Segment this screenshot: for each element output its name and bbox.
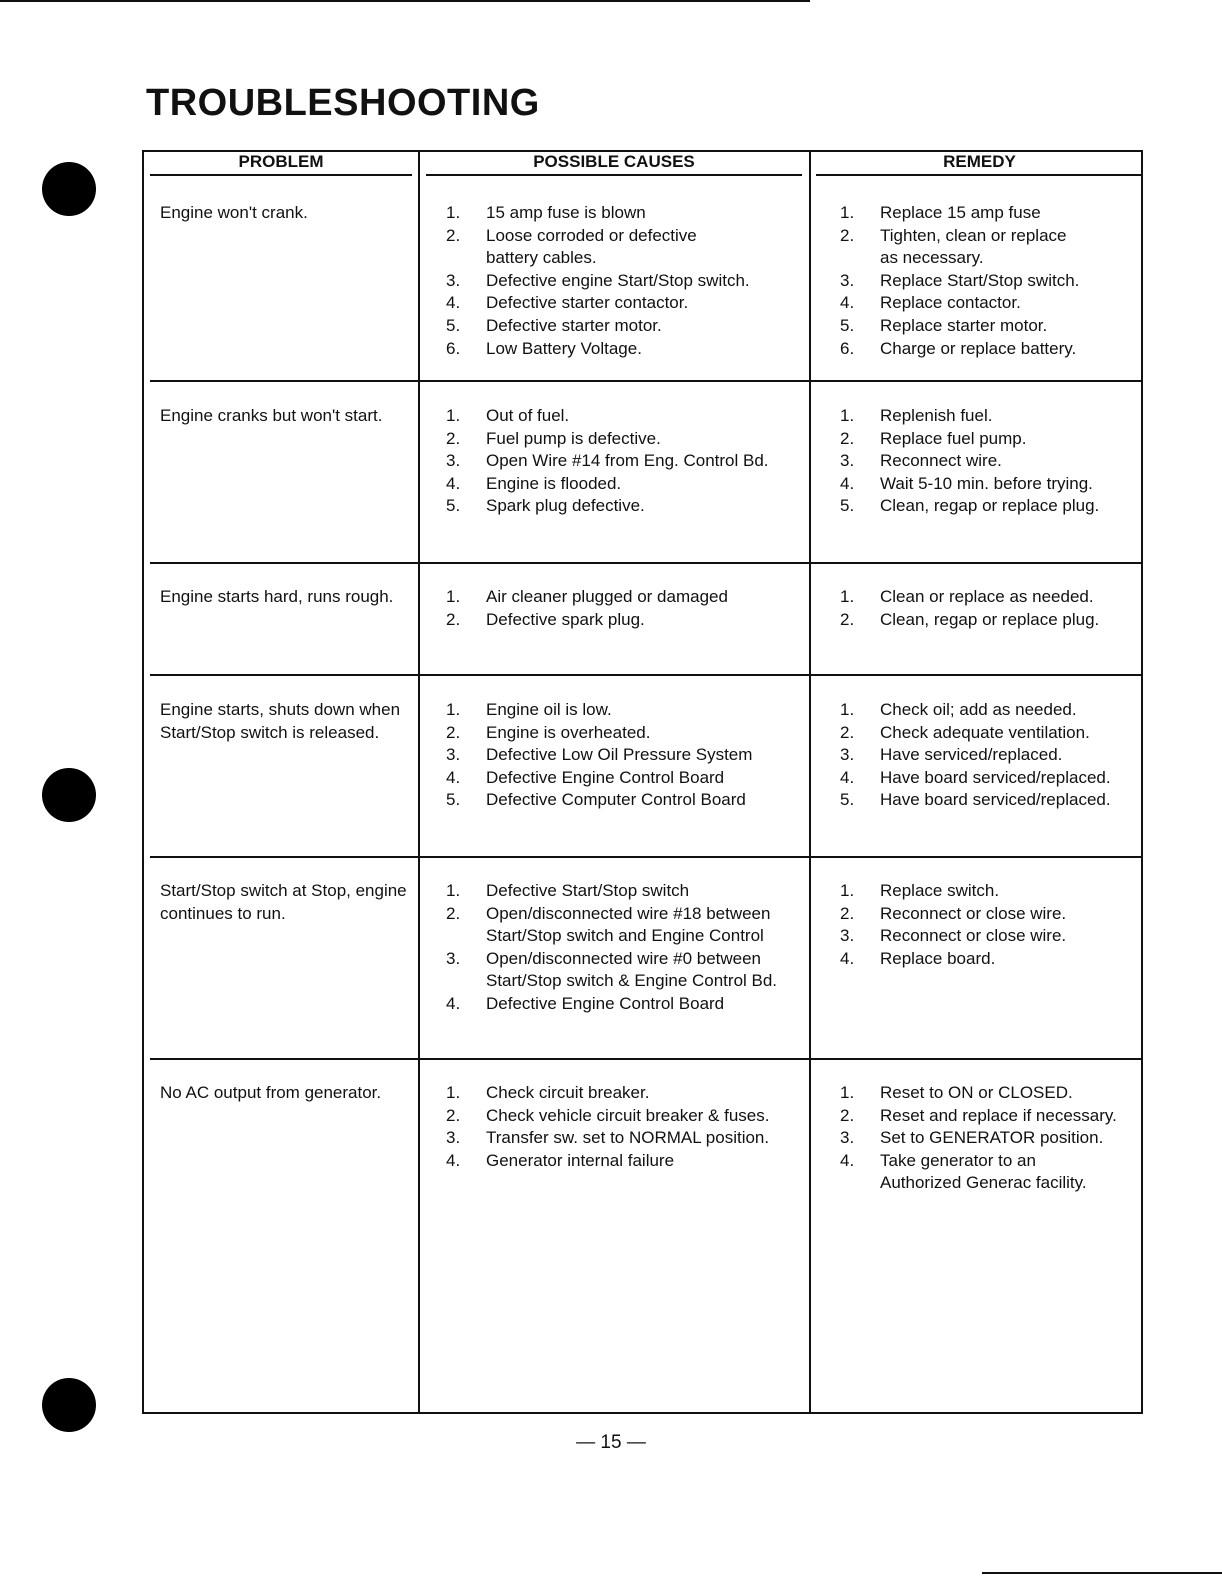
cause-text: Generator internal failure xyxy=(486,1150,675,1170)
header-remedy: REMEDY xyxy=(816,152,1143,176)
cause-item xyxy=(446,292,826,315)
cause-number: 1. xyxy=(446,700,461,719)
cause-item xyxy=(446,880,826,903)
cause-list xyxy=(446,405,826,518)
cause-number: 4. xyxy=(446,473,461,493)
remedy-number: 1. xyxy=(840,700,855,719)
remedy-item xyxy=(840,225,1140,270)
cause-text: Defective engine Start/Stop switch. xyxy=(486,270,750,290)
remedy-number: 1. xyxy=(840,203,855,222)
cause-number: 3. xyxy=(446,451,461,471)
remedy-item xyxy=(840,1127,1140,1150)
cause-item xyxy=(446,744,826,767)
row-divider xyxy=(150,1058,1141,1060)
page-title: TROUBLESHOOTING xyxy=(146,82,540,124)
row-divider xyxy=(150,380,1141,382)
remedy-text: Clean, regap or replace plug. xyxy=(880,609,1100,629)
cause-list xyxy=(446,1082,826,1172)
remedy-number: 3. xyxy=(840,745,855,765)
cause-text: Defective Start/Stop switch xyxy=(486,881,690,900)
cause-text: Fuel pump is defective. xyxy=(486,428,661,448)
cause-item xyxy=(446,315,826,338)
cause-item xyxy=(446,495,826,518)
remedy-number: 3. xyxy=(840,451,855,471)
row-divider xyxy=(150,856,1141,858)
cause-text: Engine is overheated. xyxy=(486,722,651,742)
remedy-text: Replace Start/Stop switch. xyxy=(880,270,1080,290)
remedy-number: 4. xyxy=(840,1150,855,1170)
cause-text: Defective Computer Control Board xyxy=(486,790,746,810)
remedy-item xyxy=(840,315,1140,338)
problem-cell: Engine won't crank. xyxy=(160,203,308,222)
remedy-number: 1. xyxy=(840,587,855,606)
cause-number: 2. xyxy=(446,903,461,923)
cause-item xyxy=(446,767,826,790)
cause-number: 4. xyxy=(446,1150,461,1170)
cause-text: Engine is flooded. xyxy=(486,473,622,493)
cause-list xyxy=(446,880,826,1016)
remedy-text: Replace contactor. xyxy=(880,293,1021,313)
remedy-number: 3. xyxy=(840,1128,855,1148)
cause-number: 2. xyxy=(446,1105,461,1125)
remedy-number: 2. xyxy=(840,722,855,742)
problem-cell: Engine cranks but won't start. xyxy=(160,406,383,425)
cause-list xyxy=(446,202,826,360)
cause-text: Open/disconnected wire #18 between Start/Stop switch and Engine Control xyxy=(486,903,771,946)
remedy-number: 1. xyxy=(840,406,855,425)
cause-text: Open/disconnected wire #0 between Start/Stop switch & Engine Control Bd. xyxy=(486,948,778,991)
remedy-item xyxy=(840,1082,1140,1105)
cause-number: 3. xyxy=(446,948,461,968)
cause-item xyxy=(446,993,826,1016)
cause-item xyxy=(446,405,826,428)
problem-cell: No AC output from generator. xyxy=(160,1083,382,1102)
remedy-text: Have board serviced/replaced. xyxy=(880,790,1111,810)
remedy-item xyxy=(840,405,1140,428)
remedy-list xyxy=(840,586,1140,631)
cause-item xyxy=(446,1127,826,1150)
page-number: — 15 — xyxy=(576,1432,646,1453)
remedy-number: 5. xyxy=(840,496,855,516)
remedy-item xyxy=(840,586,1140,609)
remedy-text: Clean, regap or replace plug. xyxy=(880,496,1100,516)
cause-number: 5. xyxy=(446,496,461,516)
remedy-item xyxy=(840,903,1140,926)
remedy-number: 4. xyxy=(840,293,855,313)
cause-number: 1. xyxy=(446,1083,461,1102)
remedy-text: Have board serviced/replaced. xyxy=(880,767,1111,787)
cause-item xyxy=(446,586,826,609)
cause-text: Defective starter motor. xyxy=(486,315,662,335)
remedy-item xyxy=(840,880,1140,903)
cause-item xyxy=(446,450,826,473)
cause-text: Defective spark plug. xyxy=(486,609,645,629)
remedy-number: 5. xyxy=(840,315,855,335)
remedy-text: Replace starter motor. xyxy=(880,315,1048,335)
cause-item xyxy=(446,1082,826,1105)
column-divider xyxy=(418,152,420,1412)
remedy-list xyxy=(840,405,1140,518)
cause-item xyxy=(446,338,826,361)
remedy-item xyxy=(840,450,1140,473)
cause-text: Low Battery Voltage. xyxy=(486,338,642,358)
remedy-text: Clean or replace as needed. xyxy=(880,587,1094,606)
cause-text: Defective Engine Control Board xyxy=(486,767,725,787)
remedy-item xyxy=(840,609,1140,632)
troubleshooting-table xyxy=(142,150,1143,1414)
remedy-item xyxy=(840,722,1140,745)
cause-text: Check circuit breaker. xyxy=(486,1083,650,1102)
cause-item xyxy=(446,609,826,632)
cause-number: 2. xyxy=(446,428,461,448)
cause-number: 1. xyxy=(446,203,461,222)
cause-item xyxy=(446,699,826,722)
problem-cell: Start/Stop switch at Stop, engine continues to run. xyxy=(160,881,407,923)
remedy-text: Replace switch. xyxy=(880,881,1000,900)
remedy-item xyxy=(840,1105,1140,1128)
cause-number: 4. xyxy=(446,293,461,313)
remedy-item xyxy=(840,292,1140,315)
cause-number: 3. xyxy=(446,1128,461,1148)
cause-number: 4. xyxy=(446,767,461,787)
cause-text: Out of fuel. xyxy=(486,406,570,425)
remedy-list xyxy=(840,699,1140,812)
remedy-number: 3. xyxy=(840,926,855,946)
cause-item xyxy=(446,202,826,225)
remedy-text: Replenish fuel. xyxy=(880,406,993,425)
cause-item xyxy=(446,1105,826,1128)
remedy-text: Have serviced/replaced. xyxy=(880,745,1063,765)
cause-item xyxy=(446,948,826,993)
remedy-list xyxy=(840,880,1140,970)
remedy-number: 1. xyxy=(840,1083,855,1102)
remedy-text: Reconnect or close wire. xyxy=(880,903,1067,923)
cause-item xyxy=(446,722,826,745)
remedy-text: Reconnect or close wire. xyxy=(880,926,1067,946)
remedy-text: Reset and replace if necessary. xyxy=(880,1105,1117,1125)
remedy-number: 2. xyxy=(840,609,855,629)
cause-number: 1. xyxy=(446,406,461,425)
cause-text: 15 amp fuse is blown xyxy=(486,203,646,222)
remedy-text: Replace 15 amp fuse xyxy=(880,203,1041,222)
row-divider xyxy=(150,562,1141,564)
remedy-number: 3. xyxy=(840,270,855,290)
cause-text: Open Wire #14 from Eng. Control Bd. xyxy=(486,451,769,471)
remedy-number: 2. xyxy=(840,428,855,448)
cause-number: 3. xyxy=(446,270,461,290)
cause-text: Transfer sw. set to NORMAL position. xyxy=(486,1128,770,1148)
remedy-item xyxy=(840,789,1140,812)
remedy-number: 4. xyxy=(840,473,855,493)
remedy-item xyxy=(840,428,1140,451)
cause-text: Loose corroded or defective battery cables. xyxy=(486,225,697,268)
remedy-item xyxy=(840,1150,1140,1195)
cause-list xyxy=(446,586,826,631)
cause-item xyxy=(446,270,826,293)
cause-item xyxy=(446,225,826,270)
cause-text: Defective Engine Control Board xyxy=(486,993,725,1013)
cause-number: 2. xyxy=(446,609,461,629)
remedy-number: 4. xyxy=(840,948,855,968)
cause-number: 1. xyxy=(446,587,461,606)
remedy-text: Take generator to an Authorized Generac facility. xyxy=(880,1150,1087,1193)
problem-cell: Engine starts, shuts down when Start/Stop switch is released. xyxy=(160,700,401,742)
remedy-text: Replace fuel pump. xyxy=(880,428,1027,448)
cause-item xyxy=(446,1150,826,1173)
cause-text: Spark plug defective. xyxy=(486,496,645,516)
remedy-text: Check oil; add as needed. xyxy=(880,700,1077,719)
remedy-number: 1. xyxy=(840,881,855,900)
remedy-item xyxy=(840,699,1140,722)
remedy-number: 2. xyxy=(840,903,855,923)
cause-text: Defective Low Oil Pressure System xyxy=(486,745,753,765)
header-causes: POSSIBLE CAUSES xyxy=(426,152,802,176)
cause-text: Check vehicle circuit breaker & fuses. xyxy=(486,1105,770,1125)
remedy-number: 2. xyxy=(840,1105,855,1125)
remedy-number: 4. xyxy=(840,767,855,787)
remedy-text: Tighten, clean or replace as necessary. xyxy=(880,225,1067,268)
remedy-item xyxy=(840,767,1140,790)
punch-hole-bottom xyxy=(42,1378,96,1432)
cause-number: 5. xyxy=(446,315,461,335)
remedy-text: Check adequate ventilation. xyxy=(880,722,1090,742)
remedy-number: 6. xyxy=(840,338,855,358)
remedy-text: Replace board. xyxy=(880,948,996,968)
cause-item xyxy=(446,903,826,948)
remedy-item xyxy=(840,473,1140,496)
punch-hole-top xyxy=(42,162,96,216)
remedy-item xyxy=(840,495,1140,518)
corner-mark xyxy=(982,1572,1222,1574)
remedy-item xyxy=(840,925,1140,948)
cause-number: 1. xyxy=(446,881,461,900)
cause-number: 6. xyxy=(446,338,461,358)
remedy-item xyxy=(840,948,1140,971)
cause-number: 2. xyxy=(446,722,461,742)
problem-cell: Engine starts hard, runs rough. xyxy=(160,587,394,606)
cause-item xyxy=(446,428,826,451)
remedy-text: Charge or replace battery. xyxy=(880,338,1077,358)
punch-hole-middle xyxy=(42,768,96,822)
remedy-text: Set to GENERATOR position. xyxy=(880,1128,1104,1148)
remedy-number: 2. xyxy=(840,225,855,245)
top-rule xyxy=(0,0,810,2)
cause-number: 5. xyxy=(446,790,461,810)
row-divider xyxy=(150,674,1141,676)
remedy-item xyxy=(840,202,1140,225)
cause-number: 4. xyxy=(446,993,461,1013)
remedy-item xyxy=(840,744,1140,767)
cause-number: 2. xyxy=(446,225,461,245)
remedy-text: Reconnect wire. xyxy=(880,451,1002,471)
remedy-list xyxy=(840,202,1140,360)
cause-number: 3. xyxy=(446,745,461,765)
cause-item xyxy=(446,473,826,496)
remedy-item xyxy=(840,270,1140,293)
cause-text: Air cleaner plugged or damaged xyxy=(486,587,728,606)
cause-text: Defective starter contactor. xyxy=(486,293,689,313)
remedy-text: Wait 5-10 min. before trying. xyxy=(880,473,1093,493)
remedy-item xyxy=(840,338,1140,361)
cause-list xyxy=(446,699,826,812)
remedy-text: Reset to ON or CLOSED. xyxy=(880,1083,1073,1102)
remedy-list xyxy=(840,1082,1140,1195)
header-problem: PROBLEM xyxy=(150,152,412,176)
cause-text: Engine oil is low. xyxy=(486,700,612,719)
remedy-number: 5. xyxy=(840,790,855,810)
cause-item xyxy=(446,789,826,812)
